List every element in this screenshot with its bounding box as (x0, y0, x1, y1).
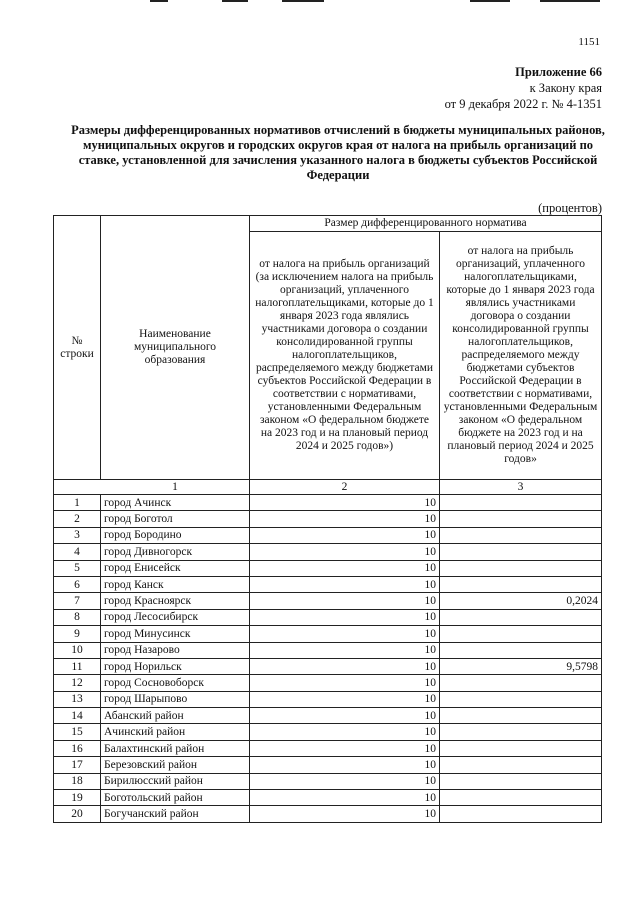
municipality-name: город Лесосибирск (101, 609, 250, 625)
row-number: 11 (54, 658, 101, 674)
municipality-name: город Норильск (101, 658, 250, 674)
norm-value-consolidated (440, 576, 602, 592)
municipality-name: Богучанский район (101, 806, 250, 822)
row-number: 4 (54, 544, 101, 560)
scan-top-line (222, 0, 248, 2)
header-col-consolidated-group-tax: от налога на прибыль организаций, уплаченного налогоплательщиками, которые до 1 января 2023 года являлись участниками договора о создании консолидированной группы налогоплательщиков, распределяемого между бюджетами субъектов Российской Федерации в соответствии с нормативами, установленными Федеральным законом «О федеральном бюджете на 2023 год и на плановый период 2024 и 2025 годов» (440, 232, 602, 480)
table-row (54, 593, 602, 609)
table-row (54, 740, 602, 756)
norm-value-general: 10 (250, 740, 440, 756)
municipality-name: город Назарово (101, 642, 250, 658)
norm-value-consolidated (440, 642, 602, 658)
norm-value-general: 10 (250, 544, 440, 560)
norm-value-consolidated (440, 626, 602, 642)
norm-value-consolidated (440, 544, 602, 560)
table-row (54, 576, 602, 592)
table-row (54, 609, 602, 625)
table-row (54, 511, 602, 527)
appendix-header (445, 64, 602, 112)
row-number: 15 (54, 724, 101, 740)
municipality-name: город Енисейск (101, 560, 250, 576)
municipality-name: Ачинский район (101, 724, 250, 740)
row-number: 18 (54, 773, 101, 789)
appendix-law-date: от 9 декабря 2022 г. № 4-1351 (444, 97, 602, 111)
municipality-name: город Сосновоборск (101, 675, 250, 691)
norm-value-consolidated: 9,5798 (440, 658, 602, 674)
municipality-name: город Шарыпово (101, 691, 250, 707)
norm-value-general: 10 (250, 495, 440, 511)
norm-value-general: 10 (250, 560, 440, 576)
table-row (54, 724, 602, 740)
row-number: 10 (54, 642, 101, 658)
norm-value-general: 10 (250, 691, 440, 707)
row-number: 1 (54, 495, 101, 511)
table-row (54, 626, 602, 642)
table-row (54, 544, 602, 560)
row-number: 12 (54, 675, 101, 691)
municipality-name: Абанский район (101, 708, 250, 724)
norm-value-consolidated (440, 609, 602, 625)
row-number: 7 (54, 593, 101, 609)
norm-value-general: 10 (250, 708, 440, 724)
table-row (54, 773, 602, 789)
norm-value-consolidated (440, 790, 602, 806)
norm-value-consolidated (440, 691, 602, 707)
row-number: 19 (54, 790, 101, 806)
column-number: 3 (440, 480, 602, 495)
municipality-name: город Канск (101, 576, 250, 592)
header-col-general-tax: от налога на прибыль организаций (за исключением налога на прибыль организаций, уплаченного налогоплательщиками, которые до 1 января 2023 года являлись участниками договора о создании консолидированной группы налогоплательщиков, распределяемого между бюджетами субъектов Российской Федерации в соответствии с нормативами, установленными Федеральным законом «О федеральном бюджете на 2023 год и на плановый период 2024 и 2025 годов») (250, 232, 440, 480)
header-municipality-name: Наименование муниципального образования (101, 216, 250, 480)
norm-value-general: 10 (250, 527, 440, 543)
norm-value-general: 10 (250, 675, 440, 691)
row-number: 20 (54, 806, 101, 822)
norm-value-consolidated (440, 724, 602, 740)
municipality-name: город Красноярск (101, 593, 250, 609)
scan-top-line (540, 0, 600, 2)
table-row (54, 691, 602, 707)
norm-value-general: 10 (250, 773, 440, 789)
appendix-law-ref: к Закону края (529, 81, 602, 95)
municipality-name: город Минусинск (101, 626, 250, 642)
column-number-row (54, 480, 602, 495)
municipality-name: город Ачинск (101, 495, 250, 511)
municipality-name: Березовский район (101, 757, 250, 773)
row-number: 14 (54, 708, 101, 724)
municipality-name: город Бородино (101, 527, 250, 543)
norm-value-general: 10 (250, 658, 440, 674)
norm-value-general: 10 (250, 576, 440, 592)
norm-value-general: 10 (250, 724, 440, 740)
norm-value-consolidated (440, 708, 602, 724)
table-row (54, 675, 602, 691)
municipality-name: город Дивногорск (101, 544, 250, 560)
scan-top-line (470, 0, 510, 2)
row-number: 8 (54, 609, 101, 625)
norm-value-general: 10 (250, 593, 440, 609)
scan-top-line (150, 0, 168, 2)
appendix-title: Приложение 66 (515, 65, 602, 79)
column-number (54, 480, 101, 495)
table-row (54, 708, 602, 724)
norm-value-consolidated (440, 773, 602, 789)
norm-value-consolidated: 0,2024 (440, 593, 602, 609)
municipality-name: Бирилюсский район (101, 773, 250, 789)
table-row (54, 790, 602, 806)
municipality-name: город Боготол (101, 511, 250, 527)
norm-value-consolidated (440, 560, 602, 576)
header-row-number: № строки (54, 216, 101, 480)
row-number: 17 (54, 757, 101, 773)
norm-value-general: 10 (250, 806, 440, 822)
table-row (54, 806, 602, 822)
table-row (54, 560, 602, 576)
table-row (54, 642, 602, 658)
header-norm-group: Размер дифференцированного норматива (250, 216, 602, 232)
table-row (54, 757, 602, 773)
norm-value-general: 10 (250, 609, 440, 625)
norm-value-general: 10 (250, 642, 440, 658)
norm-value-consolidated (440, 511, 602, 527)
norm-value-consolidated (440, 495, 602, 511)
row-number: 6 (54, 576, 101, 592)
row-number: 5 (54, 560, 101, 576)
norm-value-general: 10 (250, 511, 440, 527)
norm-value-general: 10 (250, 626, 440, 642)
column-number: 2 (250, 480, 440, 495)
unit-note: (процентов) (538, 201, 602, 215)
row-number: 9 (54, 626, 101, 642)
row-number: 2 (54, 511, 101, 527)
norms-table (53, 215, 602, 823)
row-number: 13 (54, 691, 101, 707)
scan-top-line (282, 0, 324, 2)
table-row (54, 658, 602, 674)
municipality-name: Боготольский район (101, 790, 250, 806)
norm-value-consolidated (440, 740, 602, 756)
norm-value-consolidated (440, 675, 602, 691)
document-title: Размеры дифференцированных нормативов отчислений в бюджеты муниципальных районов, муниципальных округов и городских округов края от налога на прибыль организаций по ставке, установленной для зачисления указанного налога в бюджеты субъектов Российской Федерации (71, 123, 605, 182)
norm-value-consolidated (440, 757, 602, 773)
page-number: 1151 (578, 36, 600, 48)
norm-value-consolidated (440, 806, 602, 822)
norm-value-consolidated (440, 527, 602, 543)
table-row (54, 527, 602, 543)
column-number: 1 (101, 480, 250, 495)
norm-value-general: 10 (250, 790, 440, 806)
norm-value-general: 10 (250, 757, 440, 773)
row-number: 16 (54, 740, 101, 756)
table-row (54, 495, 602, 511)
municipality-name: Балахтинский район (101, 740, 250, 756)
row-number: 3 (54, 527, 101, 543)
